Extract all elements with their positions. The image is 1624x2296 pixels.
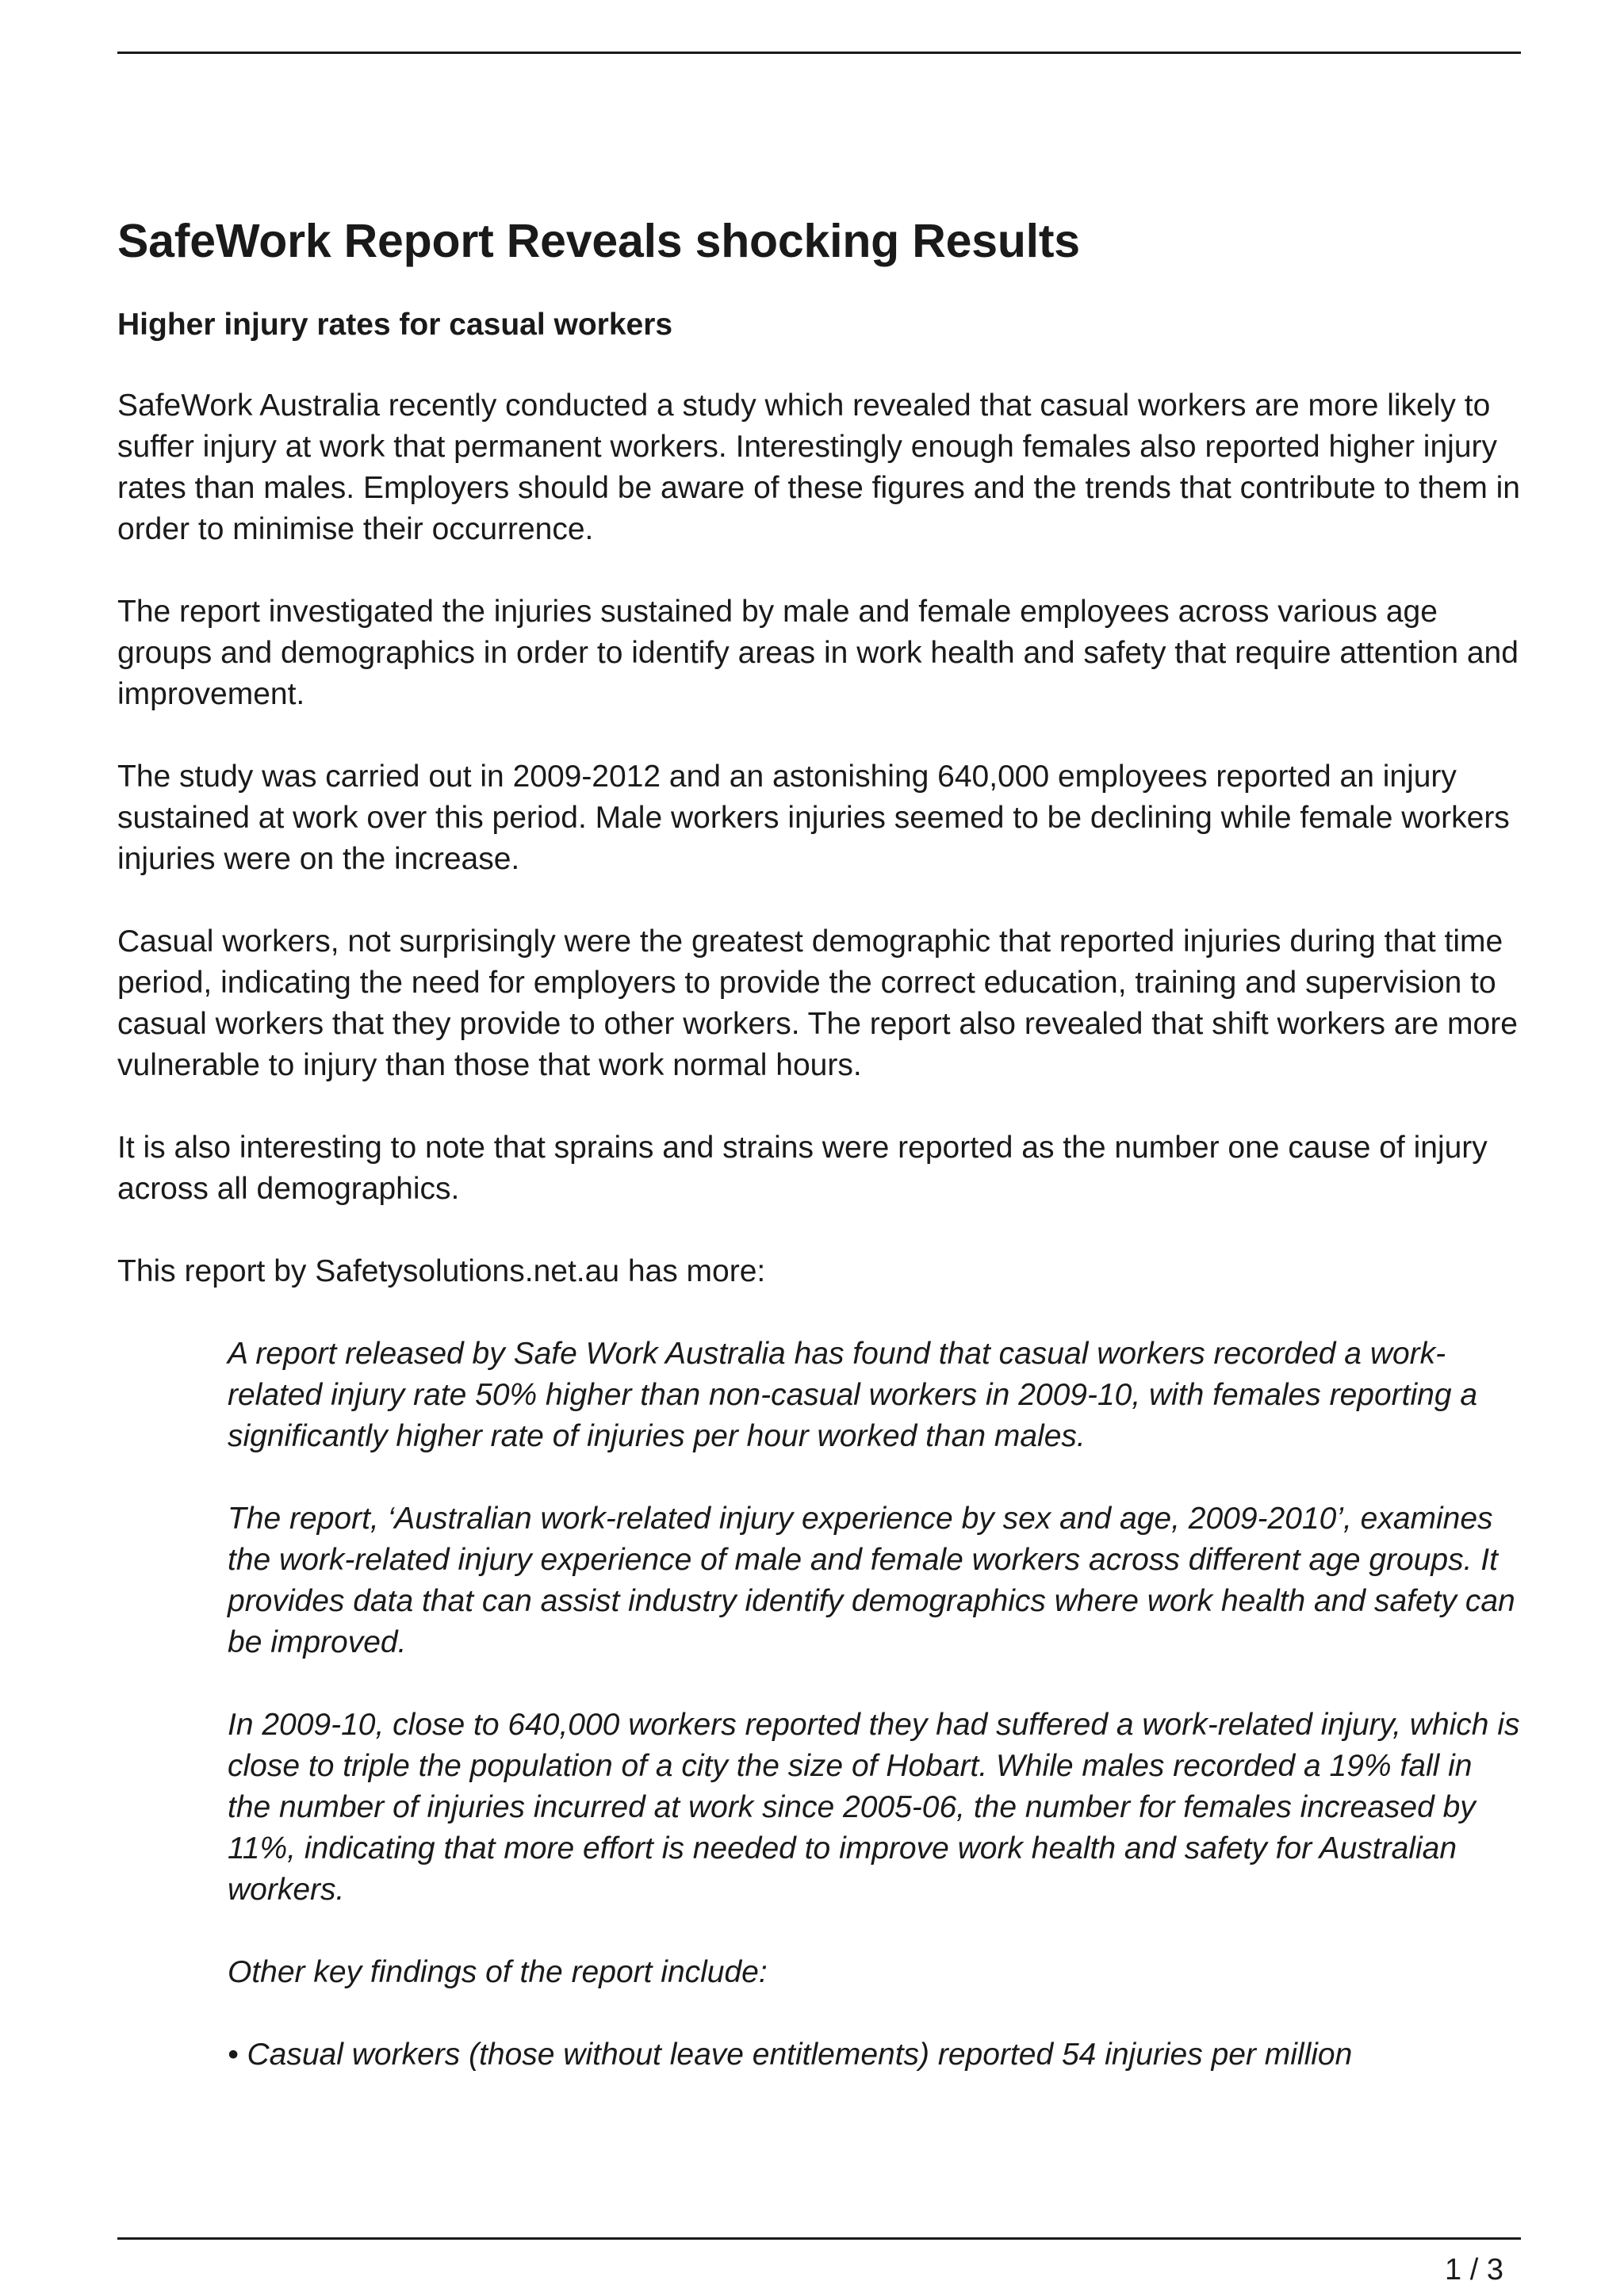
article <box>117 209 1522 2076</box>
quote-paragraph: In 2009-10, close to 640,000 workers reported they had suffered a work-related injury, which is close to triple the population of a city the size of Hobart. While males recorded a 19% fall in the number of injuries incurred at work since 2005-06, the number for females increased by 11%, indicating that more effort is needed to improve work health and safety for Australian workers. <box>228 1708 1520 1907</box>
body-paragraph: It is also interesting to note that sprains and strains were reported as the number one cause of injury across all demographics. <box>117 1131 1488 1206</box>
quote-paragraph: The report, ‘Australian work-related injury experience by sex and age, 2009-2010’, examines the work-related injury experience of male and female workers across different age groups. It provides data that can assist industry identify demographics where work health and safety can be improved. <box>228 1502 1515 1659</box>
body-paragraph: SafeWork Australia recently conducted a study which revealed that casual workers are more likely to suffer injury at work that permanent workers. Interestingly enough females also reported higher injury rates than males. Employers should be aware of these figures and the trends that contribute to them in order to minimise their occurrence. <box>117 388 1520 546</box>
page-number: 1 / 3 <box>1445 2253 1503 2286</box>
article-subtitle: Higher injury rates for casual workers <box>117 308 673 342</box>
body-paragraph: This report by Safetysolutions.net.au has more: <box>117 1254 766 1288</box>
header-divider <box>117 52 1521 54</box>
quote-paragraph: A report released by Safe Work Australia has found that casual workers recorded a work-related injury rate 50% higher than non-casual workers in 2009-10, with females reporting a significantly higher rate of injuries per hour worked than males. <box>228 1337 1478 1453</box>
body-paragraph: Casual workers, not surprisingly were the greatest demographic that reported injuries during that time period, indicating the need for employers to provide the correct education, training and supervision to casual workers that they provide to other workers. The report also revealed that shift workers are more vulnerable to injury than those that work normal hours. <box>117 924 1518 1082</box>
quote-paragraph: Other key findings of the report include: <box>228 1955 768 1989</box>
footer-divider <box>117 2237 1521 2240</box>
article-title: SafeWork Report Reveals shocking Results <box>117 215 1080 267</box>
quote-bullet-item: • Casual workers (those without leave entitlements) reported 54 injuries per million <box>228 2038 1353 2072</box>
body-paragraph: The study was carried out in 2009-2012 and an astonishing 640,000 employees reported an injury sustained at work over this period. Male workers injuries seemed to be declining while female workers injuries were on the increase. <box>117 760 1510 876</box>
block-quote <box>228 1334 1522 2076</box>
body-paragraph: The report investigated the injuries sustained by male and female employees across various age groups and demographics in order to identify areas in work health and safety that require attention and improvement. <box>117 595 1519 711</box>
